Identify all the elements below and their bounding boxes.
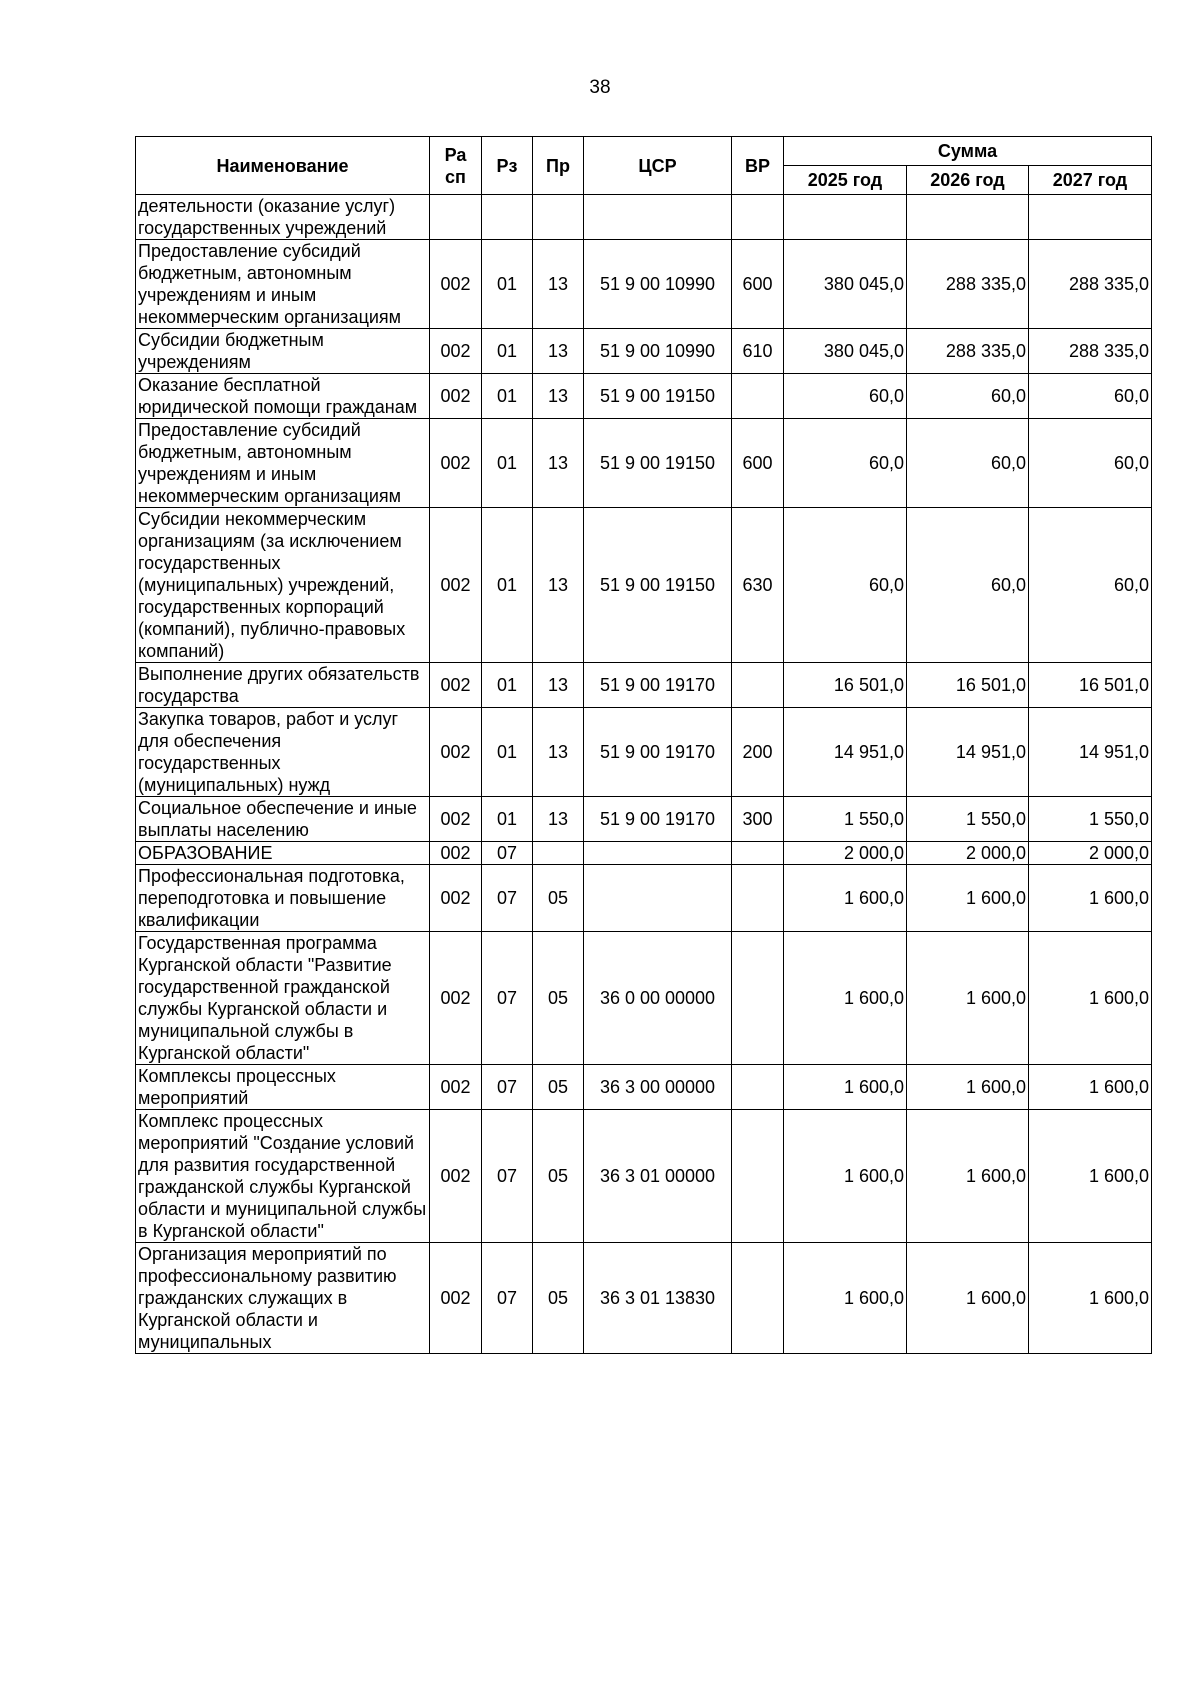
row-amount-2027: 60,0 [1029,419,1152,508]
table-row [136,195,1152,240]
row-pr [533,842,584,865]
row-amount-2026: 1 600,0 [907,1243,1029,1354]
row-pr: 13 [533,240,584,329]
row-amount-2025: 16 501,0 [784,663,907,708]
row-amount-2026: 1 600,0 [907,865,1029,932]
row-csr: 51 9 00 19150 [584,374,732,419]
row-name: Субсидии некоммерческим организациям (за исключением государственных (муниципальных) учреждений, государственных корпораций (компаний), публично-правовых компаний) [136,508,430,663]
row-name: Оказание бесплатной юридической помощи гражданам [136,374,430,419]
row-csr: 51 9 00 19170 [584,708,732,797]
table-row [136,508,1152,663]
row-vr: 300 [732,797,784,842]
row-vr [732,932,784,1065]
row-vr: 600 [732,419,784,508]
row-rasp: 002 [430,419,482,508]
row-amount-2025: 14 951,0 [784,708,907,797]
table-row [136,797,1152,842]
row-rz: 01 [482,508,533,663]
row-amount-2027: 288 335,0 [1029,240,1152,329]
table-body [136,195,1152,1354]
row-name: Организация мероприятий по профессиональному развитию гражданских служащих в Курганской области и муниципальных [136,1243,430,1354]
table-row [136,842,1152,865]
row-csr: 51 9 00 10990 [584,240,732,329]
row-pr: 13 [533,508,584,663]
row-name: Выполнение других обязательств государства [136,663,430,708]
row-amount-2027: 60,0 [1029,374,1152,419]
row-rasp: 002 [430,663,482,708]
row-rasp: 002 [430,1110,482,1243]
row-pr: 05 [533,932,584,1065]
row-amount-2027: 1 600,0 [1029,1110,1152,1243]
row-csr: 36 0 00 00000 [584,932,732,1065]
row-vr: 200 [732,708,784,797]
row-vr [732,374,784,419]
row-rasp: 002 [430,508,482,663]
row-pr: 05 [533,865,584,932]
row-rasp: 002 [430,374,482,419]
header-rz: Рз [482,137,533,195]
row-name: Предоставление субсидий бюджетным, автономным учреждениям и иным некоммерческим организациям [136,240,430,329]
row-vr: 600 [732,240,784,329]
header-year-2025: 2025 год [784,166,907,195]
header-rasp-line1: Ра [444,144,467,165]
row-rasp [430,195,482,240]
row-csr: 36 3 00 00000 [584,1065,732,1110]
row-amount-2027: 60,0 [1029,508,1152,663]
page-number: 38 [589,77,611,98]
row-pr: 05 [533,1110,584,1243]
row-name: Предоставление субсидий бюджетным, автономным учреждениям и иным некоммерческим организациям [136,419,430,508]
header-year-2027: 2027 год [1029,166,1152,195]
row-rz: 07 [482,1243,533,1354]
row-pr: 13 [533,374,584,419]
row-rz: 01 [482,240,533,329]
row-amount-2027: 1 550,0 [1029,797,1152,842]
row-name: Комплексы процессных мероприятий [136,1065,430,1110]
row-amount-2027: 1 600,0 [1029,1065,1152,1110]
row-pr: 05 [533,1065,584,1110]
row-amount-2025: 60,0 [784,374,907,419]
table-row [136,708,1152,797]
row-amount-2025: 1 600,0 [784,1110,907,1243]
row-amount-2025 [784,195,907,240]
row-vr: 630 [732,508,784,663]
table-row [136,329,1152,374]
row-csr: 51 9 00 19150 [584,419,732,508]
row-amount-2026: 1 550,0 [907,797,1029,842]
row-amount-2025: 60,0 [784,419,907,508]
row-pr [533,195,584,240]
table-row [136,1243,1152,1354]
row-rz: 01 [482,419,533,508]
row-amount-2025: 1 600,0 [784,1243,907,1354]
row-rz: 01 [482,663,533,708]
row-pr: 13 [533,797,584,842]
header-year-2026: 2026 год [907,166,1029,195]
table-row [136,1065,1152,1110]
row-name: деятельности (оказание услуг) государственных учреждений [136,195,430,240]
row-rasp: 002 [430,708,482,797]
row-vr [732,195,784,240]
table-row [136,663,1152,708]
row-amount-2025: 1 600,0 [784,1065,907,1110]
table-row [136,240,1152,329]
row-rasp: 002 [430,932,482,1065]
row-amount-2025: 1 550,0 [784,797,907,842]
row-rasp: 002 [430,842,482,865]
row-amount-2025: 380 045,0 [784,240,907,329]
row-amount-2027: 1 600,0 [1029,865,1152,932]
row-rasp: 002 [430,1065,482,1110]
row-csr: 51 9 00 19170 [584,663,732,708]
row-csr: 36 3 01 00000 [584,1110,732,1243]
table-row [136,865,1152,932]
row-rz: 01 [482,374,533,419]
row-amount-2026: 2 000,0 [907,842,1029,865]
row-vr [732,842,784,865]
header-vr: ВР [732,137,784,195]
row-amount-2027: 288 335,0 [1029,329,1152,374]
row-rz: 07 [482,1065,533,1110]
row-rz: 07 [482,865,533,932]
row-rz: 01 [482,329,533,374]
row-rz: 07 [482,842,533,865]
row-vr [732,1065,784,1110]
budget-table [135,136,1152,1354]
row-vr [732,663,784,708]
row-name: Социальное обеспечение и иные выплаты населению [136,797,430,842]
row-name: Субсидии бюджетным учреждениям [136,329,430,374]
row-rz [482,195,533,240]
row-amount-2026: 1 600,0 [907,1065,1029,1110]
row-pr: 05 [533,1243,584,1354]
row-rz: 01 [482,708,533,797]
row-rz: 01 [482,797,533,842]
row-amount-2026: 16 501,0 [907,663,1029,708]
row-csr: 36 3 01 13830 [584,1243,732,1354]
header-pr: Пр [533,137,584,195]
header-rasp [430,137,482,195]
row-vr [732,1110,784,1243]
row-pr: 13 [533,419,584,508]
row-amount-2025: 1 600,0 [784,865,907,932]
header-sum: Сумма [784,137,1152,166]
row-amount-2027: 16 501,0 [1029,663,1152,708]
row-pr: 13 [533,708,584,797]
row-rasp: 002 [430,240,482,329]
row-name: Комплекс процессных мероприятий "Создание условий для развития государственной гражданской службы Курганской области и муниципальной службы в Курганской области" [136,1110,430,1243]
row-amount-2026: 60,0 [907,374,1029,419]
row-rasp: 002 [430,329,482,374]
row-csr: 51 9 00 10990 [584,329,732,374]
row-name: Закупка товаров, работ и услуг для обеспечения государственных (муниципальных) нужд [136,708,430,797]
row-vr [732,1243,784,1354]
header-csr: ЦСР [584,137,732,195]
row-amount-2027 [1029,195,1152,240]
row-amount-2026: 288 335,0 [907,240,1029,329]
row-amount-2025: 60,0 [784,508,907,663]
row-pr: 13 [533,663,584,708]
header-name: Наименование [136,137,430,195]
row-name: ОБРАЗОВАНИЕ [136,842,430,865]
row-vr: 610 [732,329,784,374]
row-amount-2026 [907,195,1029,240]
row-name: Государственная программа Курганской области "Развитие государственной гражданской службы Курганской области и муниципальной службы в Курганской области" [136,932,430,1065]
row-csr: 51 9 00 19170 [584,797,732,842]
row-amount-2025: 1 600,0 [784,932,907,1065]
row-rasp: 002 [430,865,482,932]
row-pr: 13 [533,329,584,374]
row-csr [584,865,732,932]
row-amount-2026: 288 335,0 [907,329,1029,374]
row-amount-2027: 1 600,0 [1029,1243,1152,1354]
table-row [136,932,1152,1065]
row-amount-2027: 14 951,0 [1029,708,1152,797]
row-rasp: 002 [430,1243,482,1354]
row-amount-2025: 2 000,0 [784,842,907,865]
row-amount-2026: 60,0 [907,508,1029,663]
row-amount-2026: 1 600,0 [907,1110,1029,1243]
table-row [136,374,1152,419]
row-rasp: 002 [430,797,482,842]
row-amount-2027: 2 000,0 [1029,842,1152,865]
row-amount-2026: 1 600,0 [907,932,1029,1065]
row-rz: 07 [482,1110,533,1243]
row-csr [584,842,732,865]
row-amount-2025: 380 045,0 [784,329,907,374]
row-amount-2026: 60,0 [907,419,1029,508]
table-row [136,1110,1152,1243]
row-vr [732,865,784,932]
header-rasp-line2: сп [445,166,466,187]
row-csr [584,195,732,240]
row-csr: 51 9 00 19150 [584,508,732,663]
row-rz: 07 [482,932,533,1065]
row-amount-2027: 1 600,0 [1029,932,1152,1065]
row-name: Профессиональная подготовка, переподготовка и повышение квалификации [136,865,430,932]
table-row [136,419,1152,508]
row-amount-2026: 14 951,0 [907,708,1029,797]
